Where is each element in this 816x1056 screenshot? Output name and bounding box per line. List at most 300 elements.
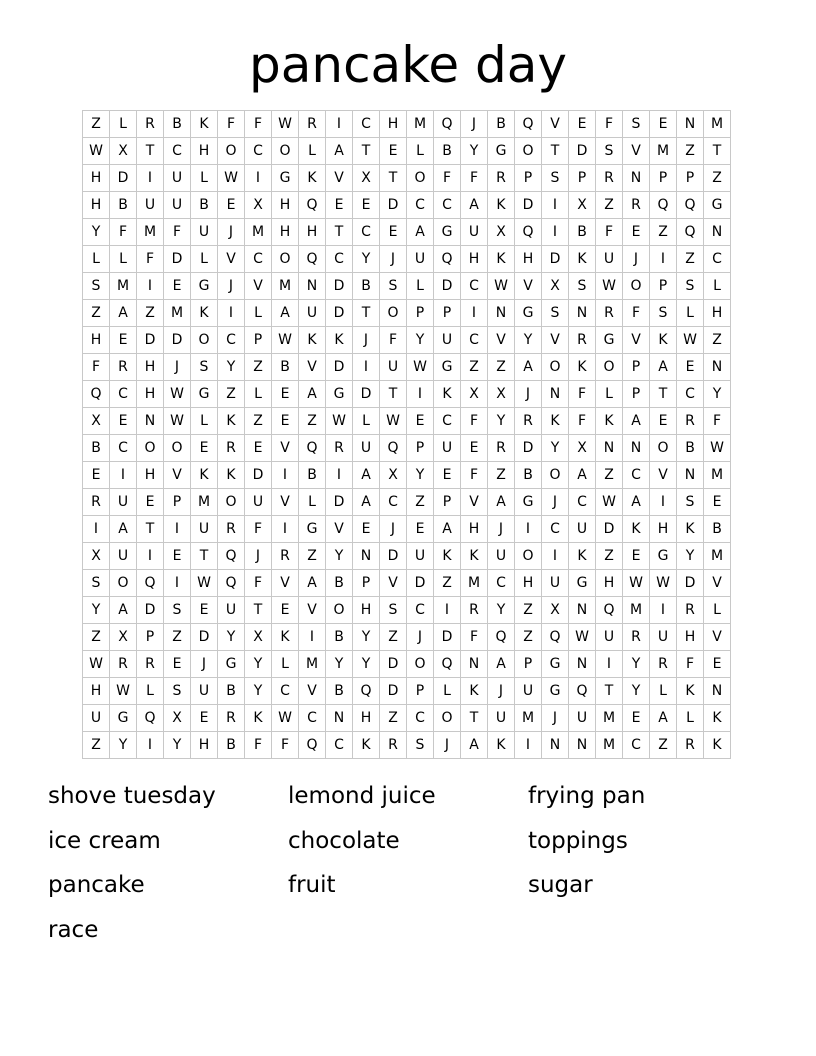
- grid-row: [83, 678, 731, 705]
- grid-cell: H: [191, 138, 218, 165]
- grid-cell: O: [380, 300, 407, 327]
- grid-cell: T: [704, 138, 731, 165]
- grid-cell: F: [461, 408, 488, 435]
- grid-cell: G: [569, 570, 596, 597]
- grid-cell: U: [110, 489, 137, 516]
- grid-cell: K: [704, 705, 731, 732]
- grid-cell: N: [704, 678, 731, 705]
- grid-cell: E: [272, 408, 299, 435]
- grid-cell: W: [326, 408, 353, 435]
- grid-cell: I: [650, 489, 677, 516]
- grid-cell: C: [110, 381, 137, 408]
- grid-cell: L: [245, 300, 272, 327]
- grid-cell: K: [461, 543, 488, 570]
- grid-row: [83, 408, 731, 435]
- grid-cell: X: [488, 381, 515, 408]
- grid-cell: C: [218, 327, 245, 354]
- grid-cell: S: [191, 354, 218, 381]
- grid-cell: Q: [569, 678, 596, 705]
- grid-cell: H: [353, 597, 380, 624]
- grid-cell: L: [596, 381, 623, 408]
- grid-cell: V: [272, 489, 299, 516]
- grid-cell: T: [596, 678, 623, 705]
- grid-cell: I: [83, 516, 110, 543]
- grid-cell: F: [569, 381, 596, 408]
- grid-cell: P: [569, 165, 596, 192]
- grid-cell: M: [245, 219, 272, 246]
- grid-cell: J: [164, 354, 191, 381]
- grid-cell: K: [299, 165, 326, 192]
- grid-cell: U: [650, 624, 677, 651]
- grid-cell: B: [326, 570, 353, 597]
- grid-row: [83, 246, 731, 273]
- grid-cell: L: [110, 246, 137, 273]
- grid-cell: Z: [407, 489, 434, 516]
- grid-cell: R: [488, 435, 515, 462]
- grid-cell: Q: [299, 192, 326, 219]
- grid-cell: N: [542, 381, 569, 408]
- grid-cell: U: [245, 489, 272, 516]
- grid-cell: F: [83, 354, 110, 381]
- grid-cell: E: [164, 651, 191, 678]
- grid-cell: A: [623, 489, 650, 516]
- grid-cell: D: [380, 651, 407, 678]
- grid-cell: N: [677, 111, 704, 138]
- grid-row: [83, 381, 731, 408]
- grid-cell: S: [677, 489, 704, 516]
- grid-cell: P: [515, 165, 542, 192]
- grid-cell: Q: [677, 192, 704, 219]
- grid-cell: B: [353, 273, 380, 300]
- grid-cell: C: [569, 489, 596, 516]
- grid-cell: G: [191, 381, 218, 408]
- grid-cell: V: [218, 246, 245, 273]
- grid-cell: Y: [488, 597, 515, 624]
- grid-cell: H: [461, 516, 488, 543]
- grid-cell: D: [326, 300, 353, 327]
- grid-cell: N: [353, 543, 380, 570]
- grid-cell: X: [245, 624, 272, 651]
- grid-cell: B: [569, 219, 596, 246]
- word-list-item: shove tuesday: [48, 783, 216, 809]
- grid-cell: D: [407, 570, 434, 597]
- grid-cell: C: [164, 138, 191, 165]
- grid-cell: R: [596, 300, 623, 327]
- grid-cell: Z: [488, 354, 515, 381]
- grid-row: [83, 219, 731, 246]
- grid-cell: D: [677, 570, 704, 597]
- grid-cell: E: [272, 597, 299, 624]
- grid-cell: W: [83, 138, 110, 165]
- grid-row: [83, 435, 731, 462]
- grid-cell: T: [326, 219, 353, 246]
- grid-cell: I: [434, 597, 461, 624]
- grid-cell: O: [542, 462, 569, 489]
- grid-cell: F: [245, 570, 272, 597]
- grid-cell: K: [218, 408, 245, 435]
- grid-cell: Y: [110, 732, 137, 759]
- grid-cell: T: [380, 381, 407, 408]
- grid-cell: S: [380, 597, 407, 624]
- grid-cell: C: [272, 678, 299, 705]
- grid-cell: R: [650, 651, 677, 678]
- grid-cell: F: [704, 408, 731, 435]
- grid-cell: I: [272, 516, 299, 543]
- grid-cell: D: [353, 381, 380, 408]
- grid-cell: K: [434, 381, 461, 408]
- grid-cell: Z: [83, 732, 110, 759]
- grid-cell: H: [677, 624, 704, 651]
- grid-cell: R: [272, 543, 299, 570]
- grid-cell: U: [569, 705, 596, 732]
- grid-cell: G: [515, 489, 542, 516]
- grid-cell: D: [380, 678, 407, 705]
- grid-cell: Z: [218, 381, 245, 408]
- grid-cell: U: [407, 246, 434, 273]
- grid-cell: G: [299, 516, 326, 543]
- grid-cell: X: [110, 624, 137, 651]
- grid-row: [83, 489, 731, 516]
- grid-cell: Y: [461, 138, 488, 165]
- grid-cell: G: [515, 300, 542, 327]
- grid-cell: Q: [515, 111, 542, 138]
- grid-cell: B: [704, 516, 731, 543]
- grid-cell: G: [218, 651, 245, 678]
- grid-cell: Y: [353, 651, 380, 678]
- grid-cell: O: [272, 138, 299, 165]
- grid-cell: A: [623, 408, 650, 435]
- grid-cell: S: [542, 300, 569, 327]
- grid-cell: L: [353, 408, 380, 435]
- grid-cell: K: [299, 327, 326, 354]
- grid-cell: Y: [164, 732, 191, 759]
- grid-cell: M: [596, 732, 623, 759]
- grid-cell: M: [191, 489, 218, 516]
- grid-cell: Q: [218, 570, 245, 597]
- grid-cell: I: [650, 597, 677, 624]
- grid-cell: H: [650, 516, 677, 543]
- grid-cell: W: [272, 327, 299, 354]
- grid-cell: U: [164, 165, 191, 192]
- grid-cell: E: [704, 651, 731, 678]
- grid-cell: Q: [596, 597, 623, 624]
- grid-cell: H: [137, 354, 164, 381]
- grid-cell: B: [110, 192, 137, 219]
- grid-cell: V: [704, 570, 731, 597]
- grid-cell: Q: [542, 624, 569, 651]
- grid-cell: B: [83, 435, 110, 462]
- grid-cell: Z: [245, 354, 272, 381]
- grid-cell: Q: [677, 219, 704, 246]
- grid-cell: E: [623, 219, 650, 246]
- grid-cell: H: [83, 165, 110, 192]
- grid-cell: C: [677, 381, 704, 408]
- grid-cell: R: [380, 732, 407, 759]
- grid-cell: O: [407, 165, 434, 192]
- grid-cell: E: [407, 516, 434, 543]
- grid-cell: D: [515, 192, 542, 219]
- grid-cell: S: [677, 273, 704, 300]
- grid-cell: I: [542, 192, 569, 219]
- grid-cell: Z: [380, 624, 407, 651]
- grid-cell: B: [488, 111, 515, 138]
- grid-cell: P: [623, 354, 650, 381]
- grid-cell: K: [218, 462, 245, 489]
- grid-cell: F: [434, 165, 461, 192]
- grid-cell: N: [704, 354, 731, 381]
- grid-cell: E: [353, 516, 380, 543]
- grid-cell: Y: [218, 624, 245, 651]
- grid-cell: S: [542, 165, 569, 192]
- grid-cell: H: [353, 705, 380, 732]
- grid-cell: Y: [245, 651, 272, 678]
- grid-cell: F: [380, 327, 407, 354]
- grid-cell: Z: [515, 624, 542, 651]
- word-list-item: lemond juice: [288, 783, 436, 809]
- grid-cell: J: [542, 705, 569, 732]
- grid-cell: Z: [461, 354, 488, 381]
- grid-cell: L: [677, 300, 704, 327]
- grid-cell: Q: [434, 246, 461, 273]
- grid-cell: H: [272, 192, 299, 219]
- grid-cell: J: [353, 327, 380, 354]
- grid-cell: H: [461, 246, 488, 273]
- grid-cell: H: [83, 192, 110, 219]
- grid-cell: R: [83, 489, 110, 516]
- grid-cell: O: [515, 138, 542, 165]
- grid-cell: A: [461, 732, 488, 759]
- grid-cell: H: [380, 111, 407, 138]
- grid-cell: V: [542, 327, 569, 354]
- grid-cell: I: [110, 462, 137, 489]
- letter-grid: [82, 110, 731, 759]
- grid-cell: E: [677, 354, 704, 381]
- grid-cell: L: [434, 678, 461, 705]
- grid-cell: A: [299, 381, 326, 408]
- grid-cell: O: [542, 354, 569, 381]
- grid-cell: O: [623, 273, 650, 300]
- grid-cell: Y: [353, 246, 380, 273]
- grid-cell: Z: [245, 408, 272, 435]
- grid-cell: P: [650, 273, 677, 300]
- grid-cell: K: [488, 192, 515, 219]
- grid-cell: C: [461, 273, 488, 300]
- grid-cell: C: [434, 408, 461, 435]
- grid-cell: Y: [326, 651, 353, 678]
- grid-cell: C: [353, 111, 380, 138]
- grid-cell: U: [569, 516, 596, 543]
- grid-cell: B: [191, 192, 218, 219]
- grid-cell: E: [191, 435, 218, 462]
- grid-cell: H: [137, 462, 164, 489]
- grid-cell: S: [650, 300, 677, 327]
- grid-cell: A: [353, 462, 380, 489]
- grid-cell: G: [191, 273, 218, 300]
- grid-cell: P: [434, 489, 461, 516]
- grid-cell: V: [515, 273, 542, 300]
- grid-cell: U: [191, 678, 218, 705]
- grid-cell: E: [326, 192, 353, 219]
- grid-cell: M: [704, 111, 731, 138]
- grid-cell: Z: [83, 624, 110, 651]
- grid-row: [83, 192, 731, 219]
- grid-row: [83, 462, 731, 489]
- grid-cell: G: [110, 705, 137, 732]
- grid-cell: Q: [515, 219, 542, 246]
- grid-cell: Q: [380, 435, 407, 462]
- grid-cell: P: [164, 489, 191, 516]
- grid-cell: O: [110, 570, 137, 597]
- grid-cell: V: [299, 354, 326, 381]
- grid-cell: J: [380, 516, 407, 543]
- grid-cell: H: [83, 678, 110, 705]
- grid-cell: I: [407, 381, 434, 408]
- grid-row: [83, 705, 731, 732]
- grid-cell: I: [542, 543, 569, 570]
- grid-cell: X: [542, 273, 569, 300]
- grid-cell: I: [137, 165, 164, 192]
- grid-cell: F: [461, 165, 488, 192]
- grid-cell: X: [353, 165, 380, 192]
- grid-cell: D: [380, 543, 407, 570]
- grid-cell: K: [704, 732, 731, 759]
- grid-cell: J: [542, 489, 569, 516]
- grid-cell: W: [677, 327, 704, 354]
- grid-cell: C: [407, 192, 434, 219]
- grid-cell: E: [137, 489, 164, 516]
- grid-cell: N: [569, 651, 596, 678]
- grid-cell: D: [515, 435, 542, 462]
- word-list-item: toppings: [528, 827, 628, 854]
- grid-cell: K: [488, 732, 515, 759]
- grid-cell: P: [353, 570, 380, 597]
- grid-cell: X: [83, 543, 110, 570]
- grid-cell: F: [596, 111, 623, 138]
- grid-cell: W: [218, 165, 245, 192]
- grid-cell: D: [596, 516, 623, 543]
- grid-cell: E: [191, 597, 218, 624]
- grid-cell: R: [569, 327, 596, 354]
- grid-cell: Z: [677, 246, 704, 273]
- grid-cell: U: [488, 705, 515, 732]
- grid-cell: Y: [353, 624, 380, 651]
- grid-cell: M: [137, 219, 164, 246]
- grid-cell: E: [110, 327, 137, 354]
- grid-cell: B: [434, 138, 461, 165]
- grid-cell: N: [704, 219, 731, 246]
- grid-cell: T: [137, 516, 164, 543]
- grid-cell: G: [650, 543, 677, 570]
- grid-cell: S: [623, 111, 650, 138]
- grid-cell: O: [434, 705, 461, 732]
- grid-cell: Z: [650, 219, 677, 246]
- grid-cell: Q: [434, 651, 461, 678]
- grid-cell: C: [434, 192, 461, 219]
- grid-cell: W: [704, 435, 731, 462]
- grid-cell: Y: [83, 219, 110, 246]
- grid-cell: D: [326, 489, 353, 516]
- grid-cell: Z: [380, 705, 407, 732]
- grid-cell: S: [83, 570, 110, 597]
- grid-cell: R: [137, 111, 164, 138]
- grid-cell: X: [488, 219, 515, 246]
- grid-cell: L: [407, 273, 434, 300]
- grid-cell: F: [461, 624, 488, 651]
- grid-cell: E: [353, 192, 380, 219]
- grid-cell: V: [623, 327, 650, 354]
- grid-cell: F: [596, 219, 623, 246]
- grid-cell: I: [515, 732, 542, 759]
- grid-cell: M: [650, 138, 677, 165]
- grid-cell: J: [623, 246, 650, 273]
- grid-cell: K: [245, 705, 272, 732]
- grid-cell: O: [218, 138, 245, 165]
- grid-cell: L: [245, 381, 272, 408]
- grid-cell: A: [434, 516, 461, 543]
- grid-cell: B: [299, 462, 326, 489]
- grid-cell: A: [488, 651, 515, 678]
- grid-cell: O: [218, 489, 245, 516]
- grid-cell: V: [272, 570, 299, 597]
- grid-cell: S: [164, 597, 191, 624]
- grid-cell: O: [515, 543, 542, 570]
- grid-cell: R: [218, 435, 245, 462]
- grid-cell: U: [407, 543, 434, 570]
- grid-cell: T: [137, 138, 164, 165]
- grid-cell: K: [677, 678, 704, 705]
- grid-row: [83, 597, 731, 624]
- grid-cell: K: [191, 462, 218, 489]
- grid-cell: F: [137, 246, 164, 273]
- grid-cell: L: [83, 246, 110, 273]
- grid-cell: E: [650, 408, 677, 435]
- grid-cell: F: [245, 732, 272, 759]
- grid-cell: B: [326, 678, 353, 705]
- grid-cell: Y: [677, 543, 704, 570]
- grid-cell: C: [461, 327, 488, 354]
- grid-cell: D: [245, 462, 272, 489]
- grid-cell: W: [110, 678, 137, 705]
- grid-cell: M: [515, 705, 542, 732]
- grid-cell: Z: [650, 732, 677, 759]
- grid-cell: Y: [245, 678, 272, 705]
- grid-cell: K: [191, 111, 218, 138]
- grid-cell: Y: [704, 381, 731, 408]
- grid-cell: J: [218, 219, 245, 246]
- grid-cell: K: [650, 327, 677, 354]
- grid-cell: N: [461, 651, 488, 678]
- grid-cell: V: [650, 462, 677, 489]
- grid-cell: E: [164, 273, 191, 300]
- grid-cell: O: [191, 327, 218, 354]
- grid-cell: I: [326, 462, 353, 489]
- grid-cell: Y: [407, 327, 434, 354]
- grid-cell: Q: [650, 192, 677, 219]
- grid-cell: O: [137, 435, 164, 462]
- grid-cell: C: [407, 705, 434, 732]
- grid-cell: L: [299, 489, 326, 516]
- grid-cell: A: [110, 597, 137, 624]
- grid-cell: D: [164, 246, 191, 273]
- grid-cell: U: [380, 354, 407, 381]
- grid-cell: J: [434, 732, 461, 759]
- grid-cell: W: [407, 354, 434, 381]
- grid-cell: W: [191, 570, 218, 597]
- grid-row: [83, 732, 731, 759]
- grid-cell: O: [650, 435, 677, 462]
- grid-cell: K: [434, 543, 461, 570]
- grid-cell: L: [110, 111, 137, 138]
